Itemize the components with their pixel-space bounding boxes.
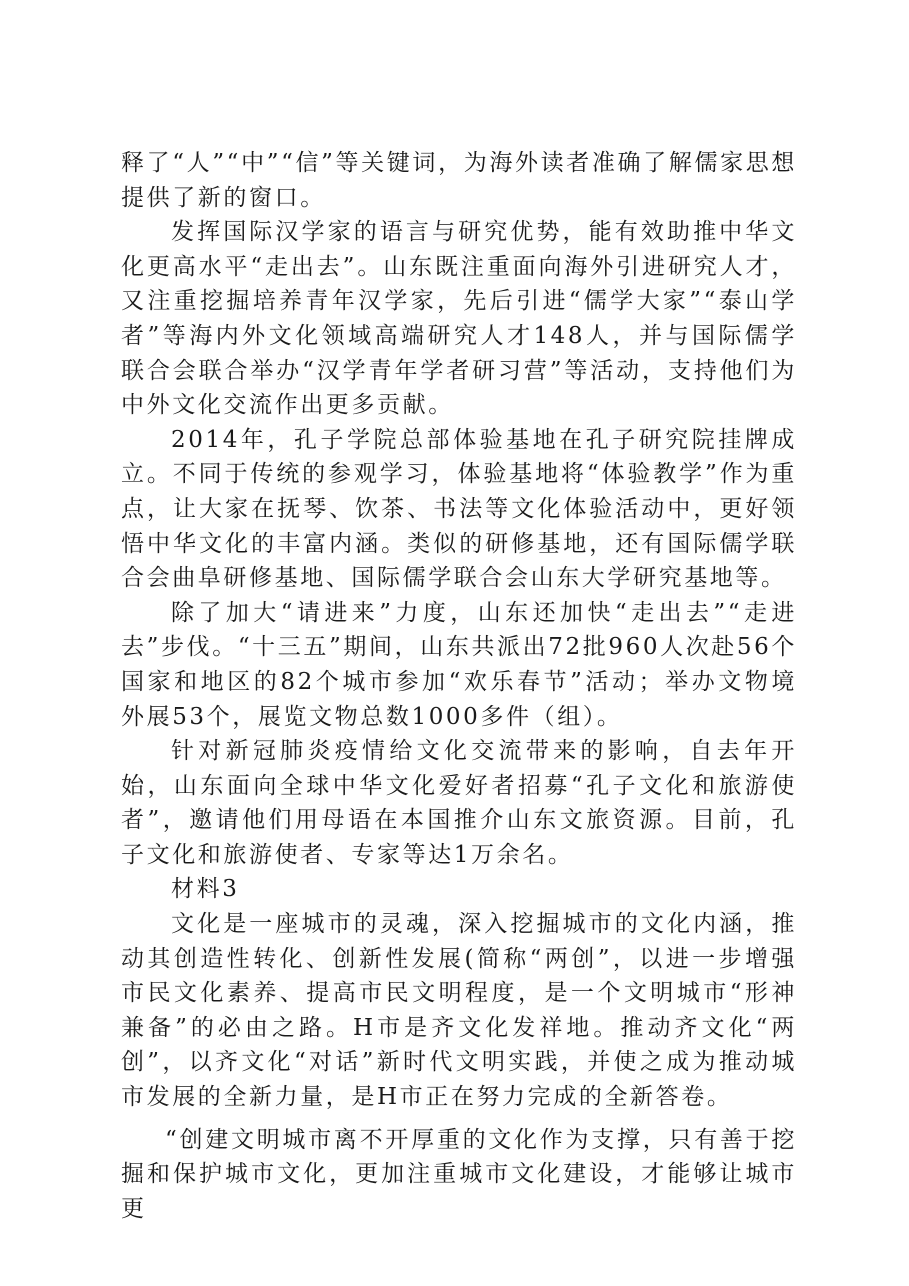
paragraph-culture-ambassadors: 针对新冠肺炎疫情给文化交流带来的影响，自去年开始，山东面向全球中华文化爱好者招募“孔子文化和旅游使者”，邀请他们用母语在本国推介山东文旅资源。目前，孔子文化和旅游使者、专家等达1万余名。 [121, 738, 797, 868]
section-heading: 材料3 [171, 876, 240, 903]
paragraph-city-culture: 文化是一座城市的灵魂，深入挖掘城市的文化内涵，推动其创造性转化、创新性发展(简称“两创”，以进一步增强市民文化素养、提高市民文明程度，是一个文明城市“形神兼备”的必由之路。H市是齐文化发祥地。推动齐文化“两创”，以齐文化“对话”新时代文明实践，并使之成为推动城市发展的全新力量，是H市正在努力完成的全新答卷。 [121, 911, 797, 1111]
paragraph-continuation: 释了“人”“中”“信”等关键词，为海外读者准确了解儒家思想提供了新的窗口。 [121, 150, 797, 211]
paragraph-quote: “创建文明城市离不开厚重的文化作为支撑，只有善于挖掘和保护城市文化，更加注重城市文化建设，才能够让城市更 [121, 1126, 797, 1222]
paragraph-sinology-advantage: 发挥国际汉学家的语言与研究优势，能有效助推中华文化更高水平“走出去”。山东既注重面向海外引进研究人才，又注重挖掘培养青年汉学家，先后引进“儒学大家”“泰山学者”等海内外文化领域高端研究人才148人，并与国际儒学联合会联合举办“汉学青年学者研习营”等活动，支持他们为中外文化交流作出更多贡献。 [121, 219, 797, 419]
document-body [121, 146, 797, 1226]
paragraph-going-out: 除了加大“请进来”力度，山东还加快“走出去”“走进去”步伐。“十三五”期间，山东共派出72批960人次赴56个国家和地区的82个城市参加“欢乐春节”活动；举办文物境外展53个，展览文物总数1000多件（组）。 [121, 599, 797, 730]
paragraph-experience-base: 2014年，孔子学院总部体验基地在孔子研究院挂牌成立。不同于传统的参观学习，体验基地将“体验教学”作为重点，让大家在抚琴、饮茶、书法等文化体验活动中，更好领悟中华文化的丰富内涵。类似的研修基地，还有国际儒学联合会曲阜研修基地、国际儒学联合会山东大学研究基地等。 [121, 426, 797, 592]
